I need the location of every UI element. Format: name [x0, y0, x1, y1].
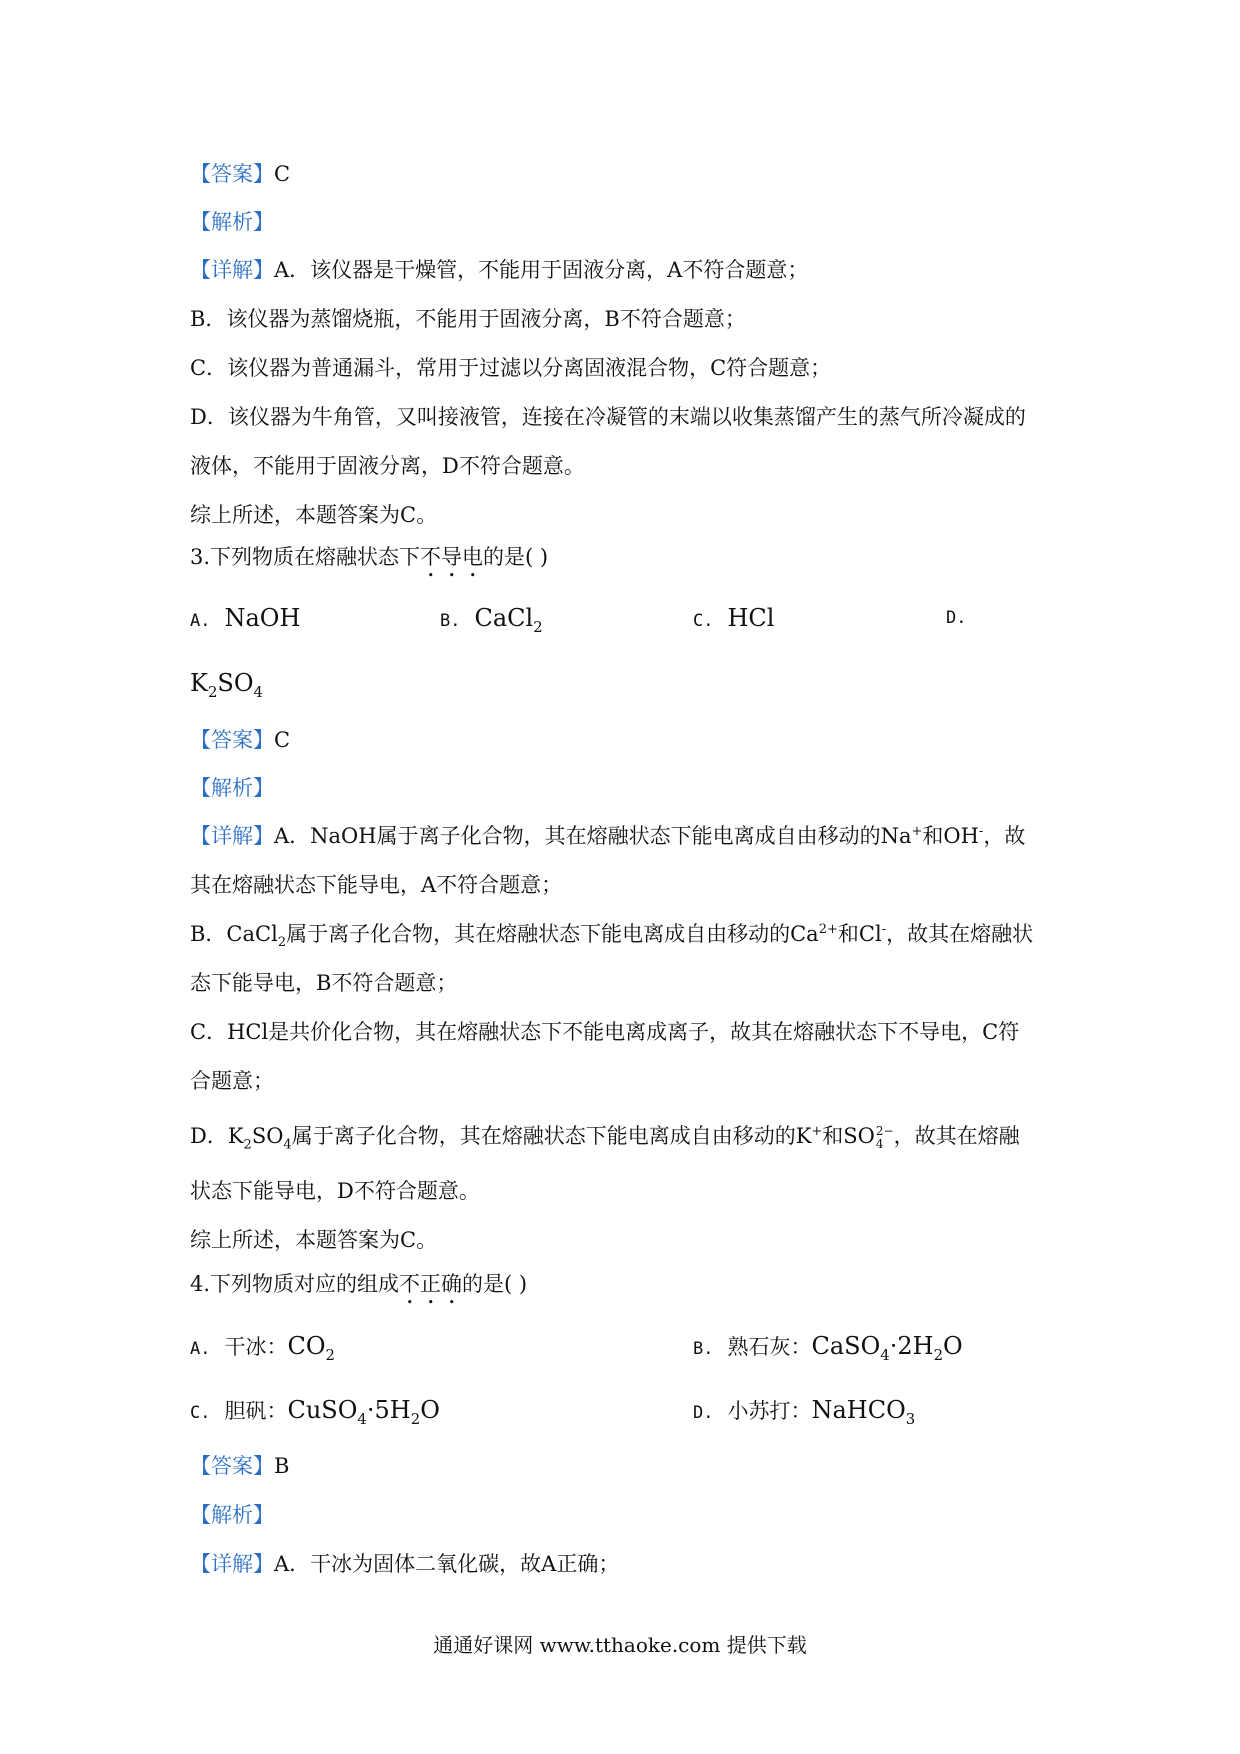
q4-option-a: A. 干冰：$CO_2$ [190, 1332, 335, 1364]
q3-stem: 3.下列物质在熔融状态下不导电的是( ) [190, 545, 549, 569]
answer-tag: 【答案】 [190, 728, 274, 752]
q3-detail-a-line2: 其在熔融状态下能导电，A不符合题意； [190, 873, 563, 897]
answer-value: B [274, 1454, 290, 1478]
q2-detail-b: B．该仪器为蒸馏烧瓶，不能用于固液分离，B不符合题意； [190, 307, 746, 331]
detail-tag: 【详解】 [190, 258, 274, 282]
answer-tag: 【答案】 [190, 162, 274, 186]
q2-analysis-tag: 【解析】 [190, 210, 274, 234]
emphasis-text: 不正确 [399, 1272, 463, 1296]
q3-option-d-formula: $K_2SO_4$ [190, 669, 263, 701]
q2-detail-d-line2: 液体，不能用于固液分离，D不符合题意。 [190, 454, 585, 478]
answer-value: C [274, 728, 291, 752]
q4-analysis-tag: 【解析】 [190, 1503, 274, 1527]
q3-answer [190, 730, 290, 751]
detail-tag: 【详解】 [190, 1552, 274, 1576]
q4-detail-a: 【详解】A．干冰为固体二氧化碳，故A正确； [190, 1552, 620, 1576]
q3-detail-c-line1: C．HCl是共价化合物，其在熔融状态下不能电离成离子，故其在熔融状态下不导电，C符 [190, 1020, 1020, 1044]
sulfate-charge: 2− 4 [875, 1124, 894, 1151]
q3-detail-a-line1: 【详解】A．NaOH属于离子化合物，其在熔融状态下能电离成自由移动的Na+和OH-，故 [190, 824, 1026, 848]
q2-detail-c: C．该仪器为普通漏斗，常用于过滤以分离固液混合物，C符合题意； [190, 356, 832, 380]
q3-detail-c-line2: 合题意； [190, 1069, 274, 1093]
q4-option-c: C. 胆矾：$CuSO_4\cdot 5H_2O$ [190, 1396, 440, 1428]
q3-option-c: C. HCl [693, 604, 775, 632]
q3-detail-b-line1: B．CaCl$_2$属于离子化合物，其在熔融状态下能电离成自由移动的$Ca^{2+}$和Cl-，故其在熔融状 [190, 922, 1034, 951]
answer-tag: 【答案】 [190, 1454, 274, 1478]
q4-option-d: D. 小苏打：NaHCO$_3$ [693, 1396, 916, 1428]
q3-option-a: A. NaOH [190, 604, 301, 632]
q3-detail-b-line2: 态下能导电，B不符合题意； [190, 971, 458, 995]
q3-option-b: B. CaCl$_2$ [440, 604, 543, 636]
q4-answer [190, 1456, 289, 1477]
q3-option-d: D. [946, 608, 967, 628]
page-footer: 通通好课网 www.tthaoke.com 提供下载 [433, 1633, 807, 1657]
q4-option-b: B. 熟石灰：$CaSO_4\cdot 2H_2O$ [693, 1332, 963, 1364]
q2-summary: 综上所述，本题答案为C。 [190, 503, 438, 527]
q3-detail-d-line2: 状态下能导电，D不符合题意。 [190, 1179, 480, 1203]
answer-value: C [274, 162, 291, 186]
q3-summary: 综上所述，本题答案为C。 [190, 1228, 438, 1252]
emphasis-text: 不导电 [420, 545, 484, 569]
q2-answer [190, 164, 290, 185]
q2-detail-a: 【详解】A．该仪器是干燥管，不能用于固液分离，A不符合题意； [190, 258, 809, 282]
q3-analysis-tag: 【解析】 [190, 776, 274, 800]
q2-detail-d-line1: D．该仪器为牛角管，又叫接液管，连接在冷凝管的末端以收集蒸馏产生的蒸气所冷凝成的 [190, 405, 1026, 429]
detail-tag: 【详解】 [190, 824, 274, 848]
q4-stem: 4.下列物质对应的组成不正确的是( ) [190, 1272, 528, 1296]
q3-detail-d-line1: D．$K_2SO_4$属于离子化合物，其在熔融状态下能电离成自由移动的K+和SO 2− 4 ，故其在熔融 [190, 1124, 1020, 1153]
